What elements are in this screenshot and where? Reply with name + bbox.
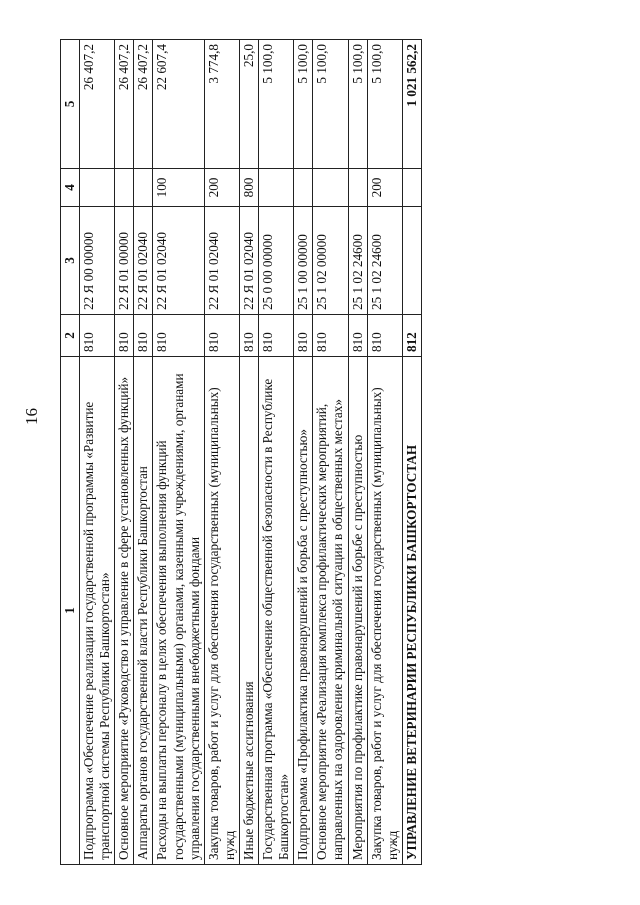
row-name-cell: Основное мероприятие «Руководство и управление в сфере установленных функций» <box>115 357 134 865</box>
row-name-cell: Подпрограмма «Обеспечение реализации государственной программы «Развитие транспортной системы Республики Башкортостан» <box>80 357 115 865</box>
row-sum-cell: 5 100,0 <box>367 40 402 169</box>
row-csr-cell: 22 Я 01 02040 <box>153 207 204 315</box>
row-sum-cell: 5 100,0 <box>259 40 294 169</box>
row-csr-cell: 22 Я 01 02040 <box>134 207 153 315</box>
row-ved-cell: 812 <box>402 315 421 357</box>
row-vr-cell <box>115 169 134 207</box>
row-vr-cell <box>294 169 313 207</box>
row-name-cell: Мероприятия по профилактике правонарушений и борьбе с преступностью <box>348 357 367 865</box>
table-row <box>367 40 402 865</box>
row-csr-cell: 25 1 02 24600 <box>367 207 402 315</box>
header-col-3: 3 <box>61 207 80 315</box>
row-vr-cell <box>259 169 294 207</box>
row-ved-cell: 810 <box>153 315 204 357</box>
row-ved-cell: 810 <box>134 315 153 357</box>
row-csr-cell: 22 Я 01 02040 <box>204 207 239 315</box>
header-col-5: 5 <box>61 40 80 169</box>
table-row <box>134 40 153 865</box>
row-csr-cell: 25 1 02 24600 <box>348 207 367 315</box>
row-ved-cell: 810 <box>80 315 115 357</box>
row-name-cell: УПРАВЛЕНИЕ ВЕТЕРИНАРИИ РЕСПУБЛИКИ БАШКОРТОСТАН <box>402 357 421 865</box>
row-name-cell: Закупка товаров, работ и услуг для обеспечения государственных (муниципальных) нужд <box>367 357 402 865</box>
row-sum-cell: 5 100,0 <box>294 40 313 169</box>
header-row <box>61 40 80 865</box>
table-row <box>204 40 239 865</box>
row-sum-cell: 5 100,0 <box>348 40 367 169</box>
row-ved-cell: 810 <box>239 315 258 357</box>
row-ved-cell: 810 <box>367 315 402 357</box>
table-row <box>80 40 115 865</box>
row-csr-cell: 25 1 02 00000 <box>313 207 348 315</box>
row-sum-cell: 25,0 <box>239 40 258 169</box>
row-name-cell: Расходы на выплаты персоналу в целях обеспечения выполнения функций государственными (муниципальными) органами, казенными учреждениями, органами управления государственными внебюджетными фондами <box>153 357 204 865</box>
row-name-cell: Подпрограмма «Профилактика правонарушений и борьба с преступностью» <box>294 357 313 865</box>
table-row <box>402 40 421 865</box>
row-name-cell: Закупка товаров, работ и услуг для обеспечения государственных (муниципальных) нужд <box>204 357 239 865</box>
row-vr-cell: 800 <box>239 169 258 207</box>
row-ved-cell: 810 <box>259 315 294 357</box>
row-ved-cell: 810 <box>115 315 134 357</box>
row-name-cell: Основное мероприятие «Реализация комплекса профилактических мероприятий, направленных на оздоровление криминальной ситуации в общественных местах» <box>313 357 348 865</box>
table-row <box>153 40 204 865</box>
row-name-cell: Аппараты органов государственной власти Республики Башкортостан <box>134 357 153 865</box>
row-sum-cell: 5 100,0 <box>313 40 348 169</box>
row-name-cell: Государственная программа «Обеспечение общественной безопасности в Республике Башкортостан» <box>259 357 294 865</box>
header-col-4: 4 <box>61 169 80 207</box>
row-sum-cell: 26 407,2 <box>80 40 115 169</box>
row-sum-cell: 1 021 562,2 <box>402 40 421 169</box>
row-ved-cell: 810 <box>294 315 313 357</box>
row-csr-cell: 25 1 00 00000 <box>294 207 313 315</box>
row-vr-cell: 100 <box>153 169 204 207</box>
table-row <box>294 40 313 865</box>
row-ved-cell: 810 <box>204 315 239 357</box>
row-vr-cell <box>134 169 153 207</box>
row-vr-cell: 200 <box>204 169 239 207</box>
row-sum-cell: 3 774,8 <box>204 40 239 169</box>
row-vr-cell <box>402 169 421 207</box>
row-vr-cell <box>313 169 348 207</box>
row-ved-cell: 810 <box>313 315 348 357</box>
row-vr-cell <box>348 169 367 207</box>
row-csr-cell: 25 0 00 00000 <box>259 207 294 315</box>
rotated-sheet <box>60 40 638 865</box>
row-csr-cell <box>402 207 421 315</box>
header-col-2: 2 <box>61 315 80 357</box>
row-ved-cell: 810 <box>348 315 367 357</box>
table-row <box>115 40 134 865</box>
table-row <box>313 40 348 865</box>
row-csr-cell: 22 Я 00 00000 <box>80 207 115 315</box>
row-vr-cell: 200 <box>367 169 402 207</box>
page-number: 16 <box>22 408 41 425</box>
row-csr-cell: 22 Я 01 02040 <box>239 207 258 315</box>
row-sum-cell: 22 607,4 <box>153 40 204 169</box>
row-vr-cell <box>80 169 115 207</box>
table-row <box>239 40 258 865</box>
budget-table <box>60 39 422 865</box>
header-col-1: 1 <box>61 357 80 865</box>
row-sum-cell: 26 407,2 <box>115 40 134 169</box>
table-row <box>348 40 367 865</box>
row-sum-cell: 26 407,2 <box>134 40 153 169</box>
row-csr-cell: 22 Я 01 00000 <box>115 207 134 315</box>
table-row <box>259 40 294 865</box>
row-name-cell: Иные бюджетные ассигнования <box>239 357 258 865</box>
